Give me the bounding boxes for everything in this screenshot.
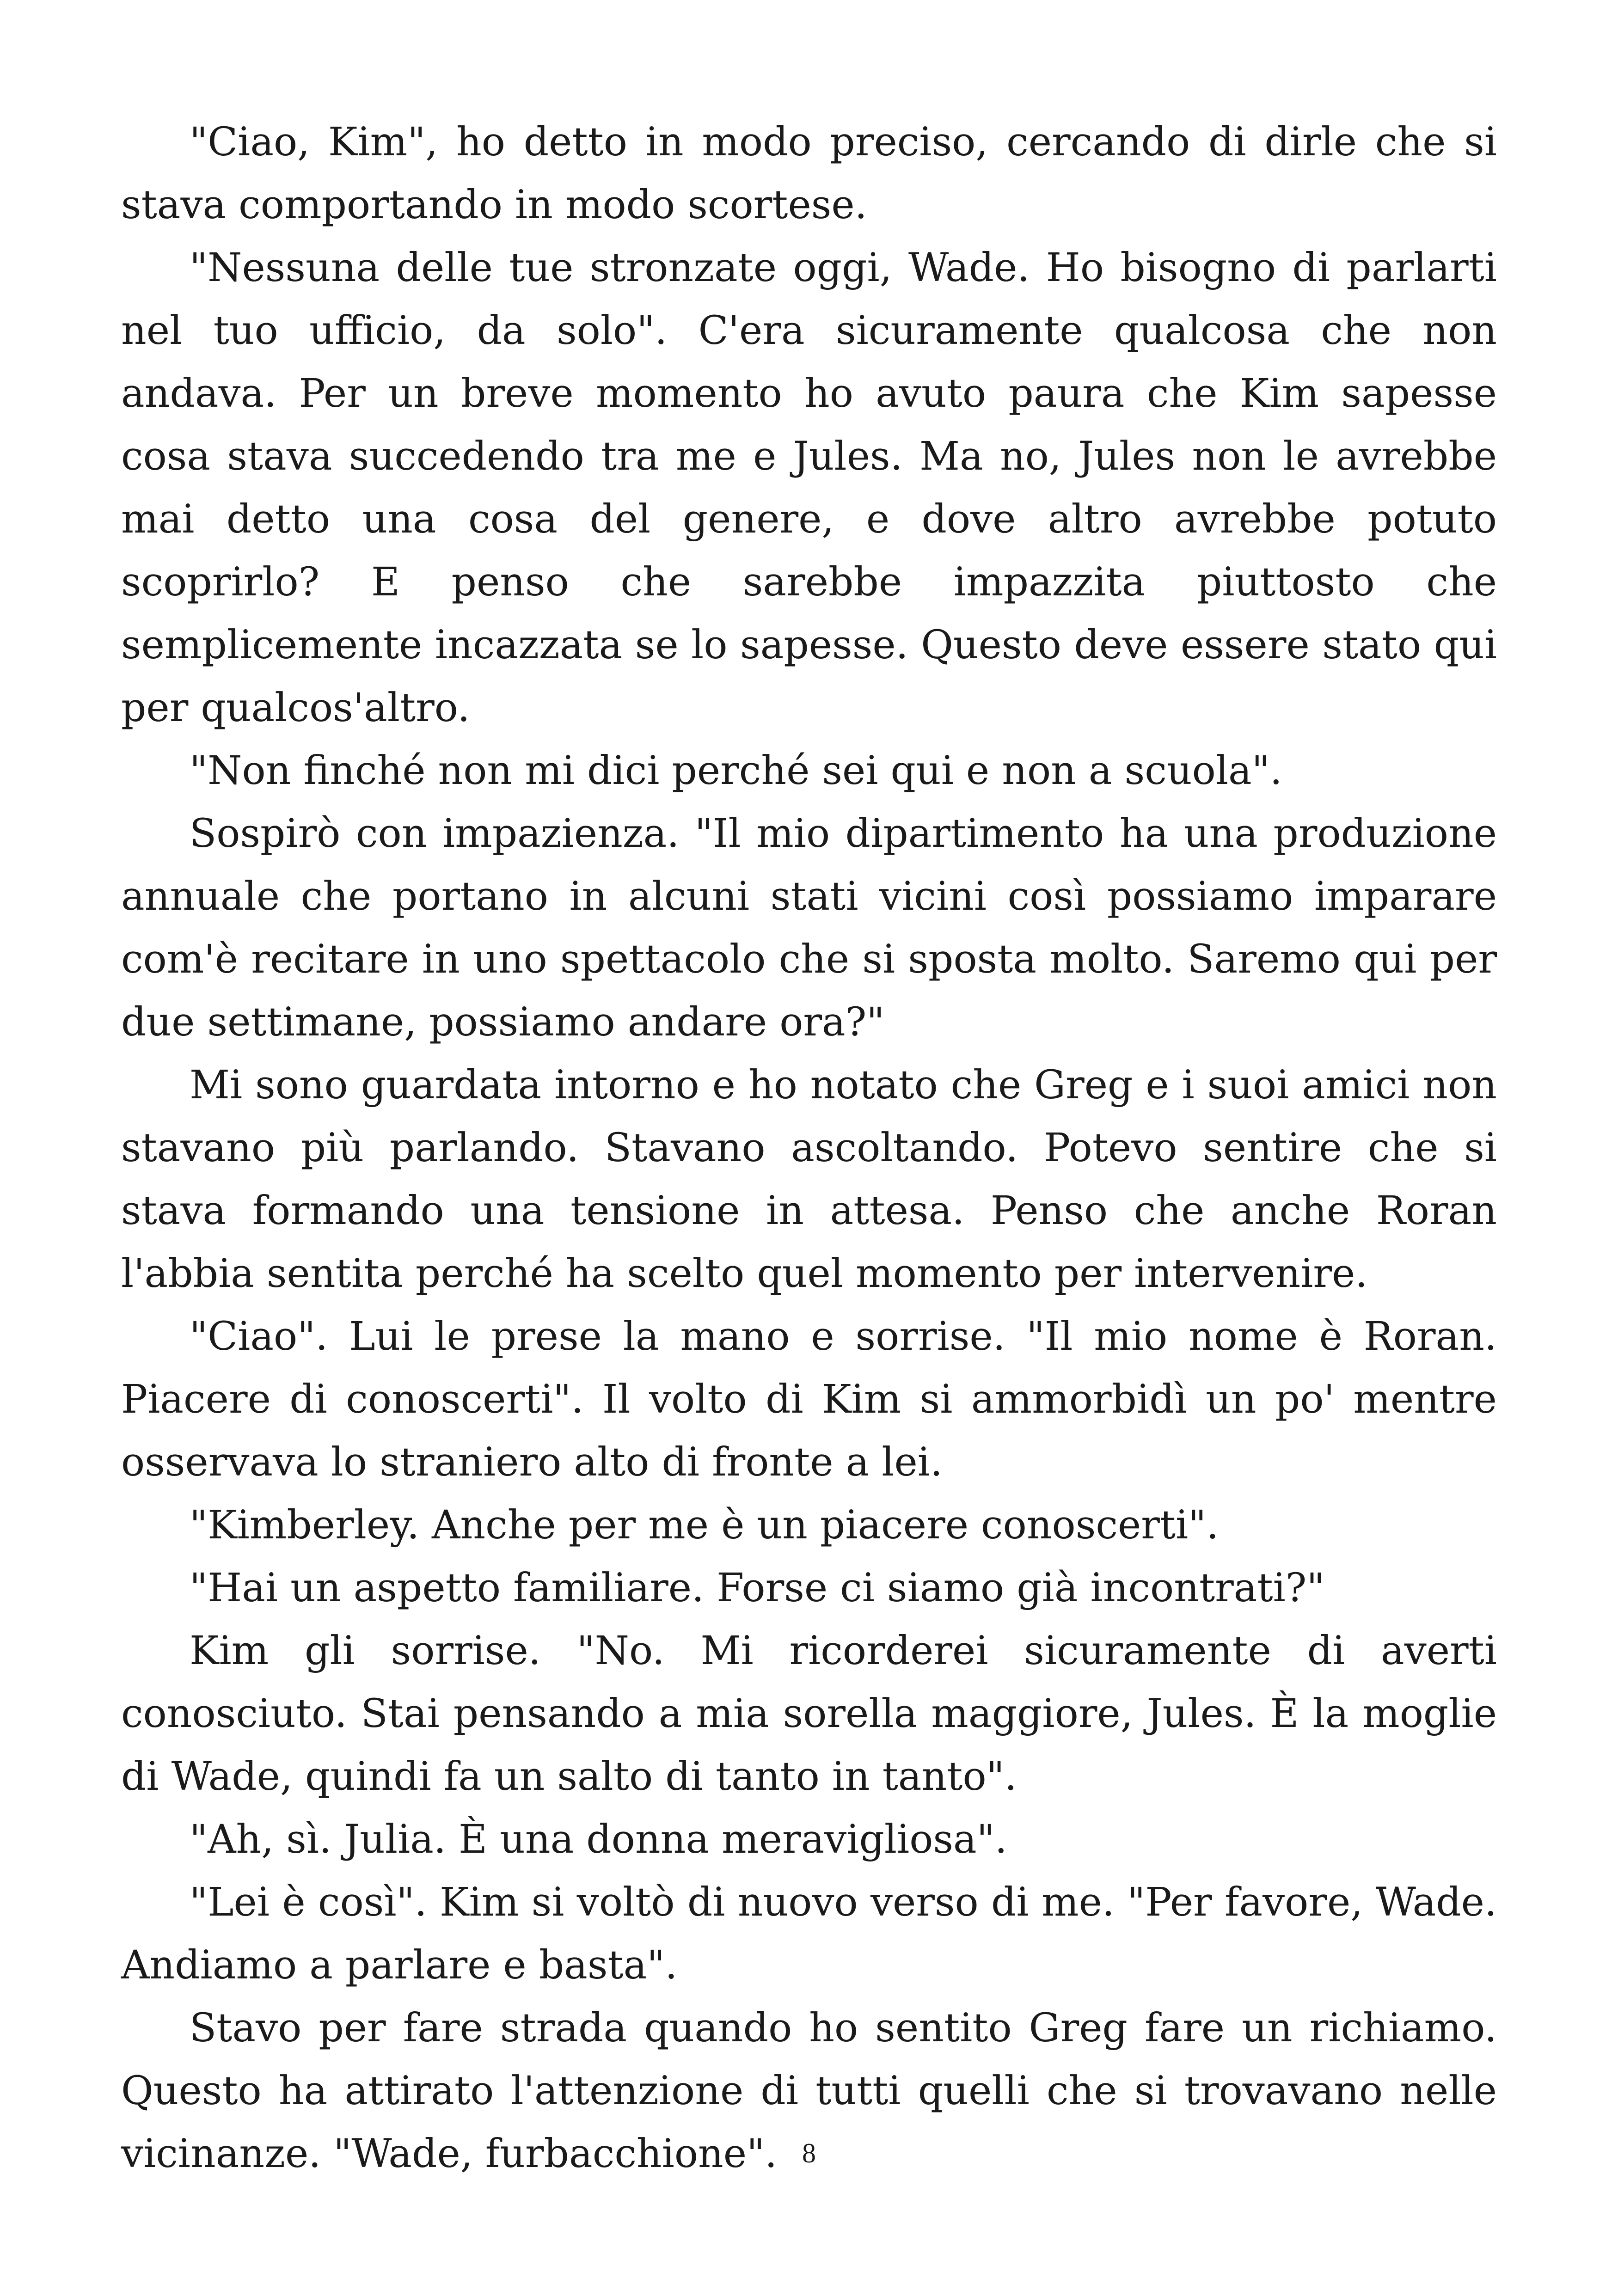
paragraph-1: "Ciao, Kim", ho detto in modo preciso, cercando di dirle che si stava comportando in modo scortese.	[121, 119, 1497, 228]
paragraph-3: "Non finché non mi dici perché sei qui e non a scuola".	[190, 748, 1282, 794]
body-text	[121, 111, 1497, 2186]
paragraph-9: Kim gli sorrise. "No. Mi ricorderei sicuramente di averti conosciuto. Stai pensando a mia sorella maggiore, Jules. È la moglie di Wade, quindi fa un salto di tanto in tanto".	[121, 1628, 1497, 1800]
paragraph-11: "Lei è così". Kim si voltò di nuovo verso di me. "Per favore, Wade. Andiamo a parlare e basta".	[121, 1880, 1497, 1988]
paragraph-2: "Nessuna delle tue stronzate oggi, Wade. Ho bisogno di parlarti nel tuo ufficio, da solo". C'era sicuramente qualcosa che non andava. Per un breve momento ho avuto paura che Kim sapesse cosa stava succedendo tra me e Jules. Ma no, Jules non le avrebbe mai detto una cosa del genere, e dove altro avrebbe potuto scoprirlo? E penso che sarebbe impazzita piuttosto che semplicemente incazzata se lo sapesse. Questo deve essere stato qui per qualcos'altro.	[121, 245, 1497, 731]
paragraph-8: "Hai un aspetto familiare. Forse ci siamo già incontrati?"	[190, 1565, 1325, 1611]
paragraph-12: Stavo per fare strada quando ho sentito Greg fare un richiamo. Questo ha attirato l'attenzione di tutti quelli che si trovavano nelle vicinanze. "Wade, furbacchione".	[121, 2005, 1497, 2177]
paragraph-5: Mi sono guardata intorno e ho notato che Greg e i suoi amici non stavano più parlando. Stavano ascoltando. Potevo sentire che si stava formando una tensione in attesa. Penso che anche Roran l'abbia sentita perché ha scelto quel momento per intervenire.	[121, 1062, 1497, 1297]
paragraph-4: Sospirò con impazienza. "Il mio dipartimento ha una produzione annuale che portano in alcuni stati vicini così possiamo imparare com'è recitare in uno spettacolo che si sposta molto. Saremo qui per due settimane, possiamo andare ora?"	[121, 811, 1497, 1045]
paragraph-6: "Ciao". Lui le prese la mano e sorrise. "Il mio nome è Roran. Piacere di conoscerti". Il volto di Kim si ammorbidì un po' mentre osservava lo straniero alto di fronte a lei.	[121, 1314, 1497, 1485]
paragraph-7: "Kimberley. Anche per me è un piacere conoscerti".	[190, 1502, 1219, 1548]
paragraph-10: "Ah, sì. Julia. È una donna meravigliosa".	[190, 1817, 1007, 1862]
page-number: 8	[802, 2138, 816, 2168]
